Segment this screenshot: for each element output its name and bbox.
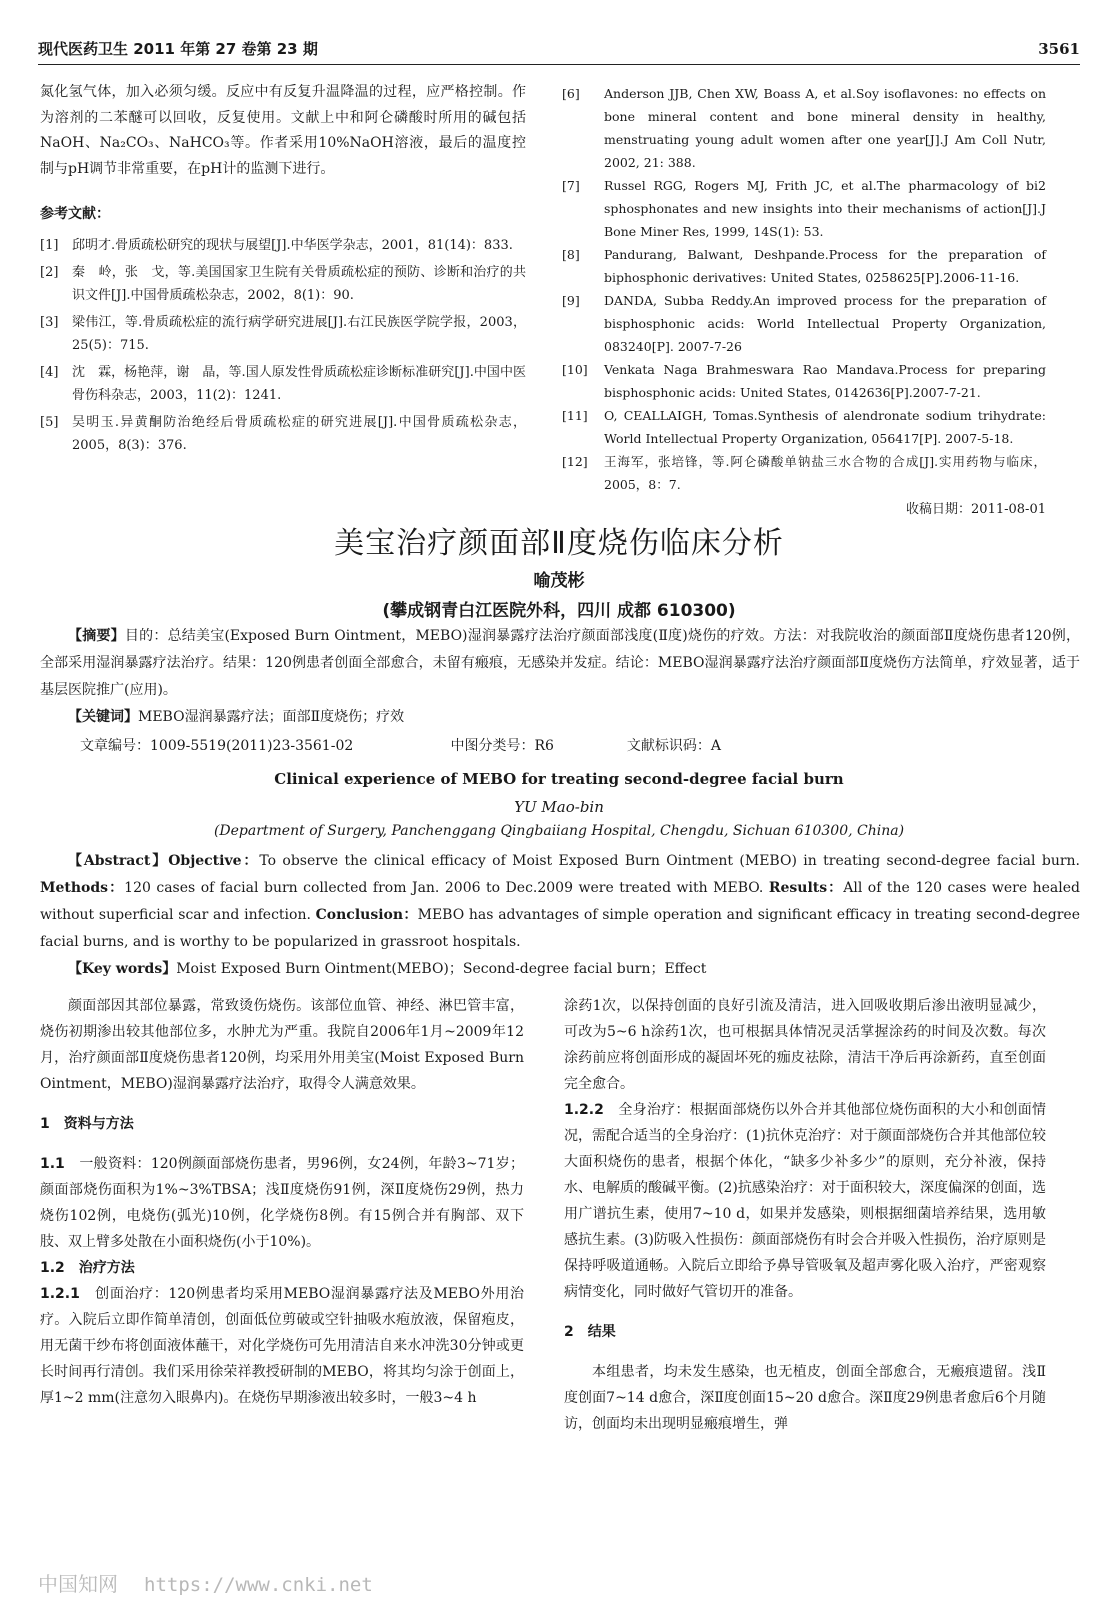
reference-item <box>562 174 1046 243</box>
keywords-text: MEBO湿润暴露疗法；面部Ⅱ度烧伤；疗效 <box>138 709 405 725</box>
reference-item <box>562 243 1046 289</box>
reference-text: Venkata Naga Brahmeswara Rao Mandava.Process for preparing bisphosphonic acids: United States, 0142636[P].2007-7-21. <box>604 362 1046 400</box>
running-header <box>38 38 1080 65</box>
reference-item <box>40 361 526 407</box>
prev-article-left-column <box>40 80 526 457</box>
section-1-heading: 1 资料与方法 <box>40 1116 134 1132</box>
reference-item <box>40 261 526 307</box>
document-code: 文献标识码：A <box>626 738 722 754</box>
intro-paragraph: 颜面部因其部位暴露，常致烫伤烧伤。该部位血管、神经、淋巴管丰富，烧伤初期渗出较其他部位多，水肿尤为严重。我院自2006年1月~2009年12月，治疗颜面部Ⅱ度烧伤患者120例，均采用外用美宝(Moist Exposed Burn Ointment，MEBO)湿润暴露疗法治疗，取得令人满意效果。 <box>40 998 524 1092</box>
article-affiliation: (攀成钢青白江医院外科，四川 成都 610300) <box>382 601 736 621</box>
en-abstract-label: 【Abstract】 <box>68 853 169 869</box>
abstract-text: 目的：总结美宝(Exposed Burn Ointment，MEBO)湿润暴露疗法治疗颜面部浅度(Ⅱ度)烧伤的疗效。方法：对我院收治的颜面部Ⅱ度烧伤患者120例，全部采用湿润暴露疗法治疗。结果：120例患者创面全部愈合，未留有瘢痕，无感染并发症。结论：MEBO湿润暴露疗法治疗颜面部Ⅱ度烧伤方法简单，疗效显著，适于基层医院推广(应用)。 <box>40 628 1081 698</box>
subsection-1-1-number: 1.1 <box>40 1156 80 1172</box>
reference-number: [6] <box>562 86 580 101</box>
reference-text: Russel RGG, Rogers MJ, Frith JC, et al.The pharmacology of bi2 sphosphonates and new insights into their mechanisms of action[J].J Bone Miner Res, 1999, 14S(1): 53. <box>604 178 1046 239</box>
reference-number: [9] <box>562 293 580 308</box>
reference-number: [8] <box>562 247 580 262</box>
conclusion-text: MEBO has advantages of simple operation and significant efficacy in treating second-degree facial burns, and is worthy to be popularized in grassroot hospitals. <box>40 907 1080 950</box>
reference-text: DANDA, Subba Reddy.An improved process for the preparation of bisphosphonic acids: World Intellectual Property Organization, 083240[P]. 2007-7-26 <box>604 293 1046 354</box>
results-label: Results： <box>768 880 844 896</box>
english-title: Clinical experience of MEBO for treating second-degree facial burn <box>274 770 844 788</box>
section-2-heading: 2 结果 <box>564 1324 616 1340</box>
watermark-brand: 中国知网 <box>38 1572 118 1596</box>
reference-item <box>562 404 1046 450</box>
results-paragraph: 本组患者，均未发生感染，也无植皮，创面全部愈合，无瘢痕遗留。浅Ⅱ度创面7~14 d愈合，深Ⅱ度创面15~20 d愈合。深Ⅱ度29例患者愈后6个月随访，创面均未出现明显瘢痕增生，弹 <box>564 1364 1046 1432</box>
reference-number: [11] <box>562 408 588 423</box>
reference-number: [1] <box>40 237 59 253</box>
reference-item <box>40 411 526 457</box>
continued-paragraph: 涂药1次，以保持创面的良好引流及清洁，进入回吸收期后渗出液明显减少，可改为5~6 h涂药1次，也可根据具体情况灵活掌握涂药的时间及次数。每次涂药前应将创面形成的凝固坏死的痂皮祛除，清洁干净后再涂新药，直至创面完全愈合。 <box>564 998 1046 1092</box>
reference-text: 秦 岭，张 戈，等.美国国家卫生院有关骨质疏松症的预防、诊断和治疗的共识文件[J].中国骨质疏松杂志，2002，8(1)：90. <box>72 264 526 303</box>
article-title: 美宝治疗颜面部Ⅱ度烧伤临床分析 <box>334 526 784 561</box>
reference-text: O, CEALLAIGH, Tomas.Synthesis of alendronate sodium trihydrate: World Intellectual Property Organization, 056417[P]. 2007-5-18. <box>604 408 1046 446</box>
objective-text: To observe the clinical efficacy of Moist Exposed Burn Ointment (MEBO) in treating second-degree facial burn. <box>259 853 1080 869</box>
watermark-url: https://www.cnki.net <box>144 1574 373 1596</box>
reference-number: [2] <box>40 264 59 280</box>
reference-text: 沈 霖，杨艳萍，谢 晶，等.国人原发性骨质疏松症诊断标准研究[J].中国中医骨伤科杂志，2003，11(2)：1241. <box>72 364 526 403</box>
reference-number: [7] <box>562 178 580 193</box>
body-left-column <box>40 993 524 1411</box>
methods-label: Methods： <box>40 880 125 896</box>
en-keywords-label: 【Key words】 <box>68 961 177 977</box>
subsection-1-2-heading: 1.2 治疗方法 <box>40 1260 135 1276</box>
methods-text: 120 cases of facial burn collected from Jan. 2006 to Dec.2009 were treated with MEBO. <box>124 880 764 896</box>
subsection-1-2-2-text: 全身治疗：根据面部烧伤以外合并其他部位烧伤面积的大小和创面情况，需配合适当的全身治疗：(1)抗休克治疗：对于颜面部烧伤合并其他部位较大面积烧伤的患者，根据个体化，“缺多少补多少”的原则，充分补液，保持水、电解质的酸碱平衡。(2)抗感染治疗：对于面积较大，深度偏深的创面，选用广谱抗生素，使用7~10 d，如果并发感染，则根据细菌培养结果，选用敏感抗生素。(3)防吸入性损伤：颜面部烧伤有时会合并吸入性损伤，治疗原则是保持呼吸道通畅。入院后立即给予鼻导管吸氧及超声雾化吸入治疗，严密观察病情变化，同时做好气管切开的准备。 <box>564 1102 1046 1300</box>
subsection-1-1-text: 一般资料：120例颜面部烧伤患者，男96例，女24例，年龄3~71岁；颜面部烧伤面积为1%~3%TBSA；浅Ⅱ度烧伤91例，深Ⅱ度烧伤29例，热力烧伤102例，电烧伤(弧光)10例，化学烧伤8例。有15例合并有胸部、双下肢、双上臂多处散在小面积烧伤(小于10%)。 <box>40 1156 524 1250</box>
reference-item <box>562 450 1046 496</box>
reference-text: 邱明才.骨质疏松研究的现状与展望[J].中华医学杂志，2001，81(14)：833. <box>72 237 513 253</box>
reference-number: [3] <box>40 314 59 330</box>
conclusion-label: Conclusion： <box>315 907 418 923</box>
reference-number: [5] <box>40 414 59 430</box>
reference-text: 王海军，张培锋，等.阿仑磷酸单钠盐三水合物的合成[J].实用药物与临床，2005，8：7. <box>604 454 1046 492</box>
en-keywords-text: Moist Exposed Burn Ointment(MEBO)；Second-degree facial burn；Effect <box>176 961 707 977</box>
page-number: 3561 <box>1038 40 1080 58</box>
received-date: 收稿日期：2011-08-01 <box>906 502 1046 517</box>
cnki-watermark <box>38 1568 373 1597</box>
reference-text: 梁伟江，等.骨质疏松症的流行病学研究进展[J].右江民族医学院学报，2003，25(5)：715. <box>72 314 526 353</box>
prev-article-right-column <box>562 82 1046 522</box>
results-text: All of the 120 cases were healed without superficial scar and infection. <box>40 880 1080 923</box>
reference-number: [4] <box>40 364 59 380</box>
article-author: 喻茂彬 <box>533 571 585 591</box>
journal-issue: 现代医药卫生 2011 年第 27 卷第 23 期 <box>38 40 318 58</box>
reference-item <box>562 82 1046 174</box>
classification-number: 中图分类号：R6 <box>450 738 554 754</box>
reference-item <box>562 289 1046 358</box>
keywords-label: 【关键词】 <box>68 709 138 725</box>
prev-article-paragraph: 氮化氢气体，加入必须匀缓。反应中有反复升温降温的过程，应严格控制。作为溶剂的二苯醚可以回收，反复使用。文献上中和阿仑磷酸时所用的碱包括NaOH、Na₂CO₃、NaHCO₃等。作者采用10%NaOH溶液，最后的温度控制与pH调节非常重要，在pH计的监测下进行。 <box>40 84 526 177</box>
references-heading: 参考文献： <box>40 206 110 222</box>
reference-number: [10] <box>562 362 588 377</box>
abstract-label: 【摘要】 <box>68 628 125 644</box>
english-affiliation: (Department of Surgery, Panchenggang Qingbaiiang Hospital, Chengdu, Sichuan 610300, China) <box>213 823 905 839</box>
chinese-abstract <box>40 623 1080 731</box>
subsection-1-2-1-text: 创面治疗：120例患者均采用MEBO湿润暴露疗法及MEBO外用治疗。入院后立即作简单清创，创面低位剪破或空针抽吸水疱放液，保留疱皮，用无菌干纱布将创面液体蘸干，对化学烧伤可先用清洁自来水冲洗30分钟或更长时间再行清创。我们采用徐荣祥教授研制的MEBO，将其均匀涂于创面上，厚1~2 mm(注意勿入眼鼻内)。在烧伤早期渗液出较多时，一般3~4 h <box>40 1286 524 1406</box>
reference-number: [12] <box>562 454 588 469</box>
article-number: 文章编号：1009-5519(2011)23-3561-02 <box>80 738 354 754</box>
reference-text: Anderson JJB, Chen XW, Boass A, et al.Soy isoflavones: no effects on bone mineral content and bone mineral density in healthy, menstruating young adult women after one year[J].J Am Coll Nutr, 2002, 21: 388. <box>604 86 1046 170</box>
english-author: YU Mao-bin <box>514 798 604 816</box>
reference-item <box>40 234 526 257</box>
subsection-1-2-2-number: 1.2.2 <box>564 1102 619 1118</box>
reference-item <box>40 311 526 357</box>
body-right-column <box>564 993 1046 1437</box>
subsection-1-2-1-number: 1.2.1 <box>40 1286 96 1302</box>
reference-text: 吴明玉.异黄酮防治绝经后骨质疏松症的研究进展[J].中国骨质疏松杂志，2005，8(3)：376. <box>72 414 526 453</box>
reference-text: Pandurang, Balwant, Deshpande.Process for the preparation of biphosphonic derivatives: United States, 0258625[P].2006-11-16. <box>604 247 1046 285</box>
objective-label: Objective： <box>168 853 260 869</box>
english-abstract <box>40 848 1080 983</box>
reference-item <box>562 358 1046 404</box>
article-meta <box>80 735 721 755</box>
